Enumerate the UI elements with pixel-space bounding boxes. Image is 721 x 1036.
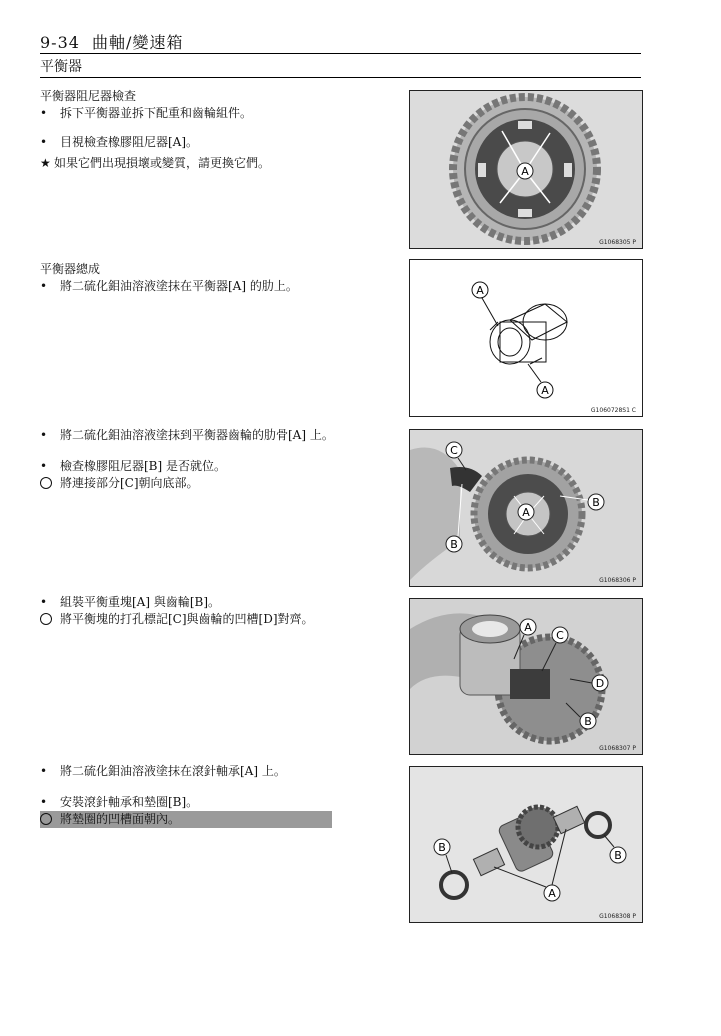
assembly-block [40,261,370,295]
fig3-label-b1: B [592,496,600,509]
figure-gear-damper-install [409,429,643,587]
fig3-label-b2: B [450,538,458,551]
fig4-label-a: A [524,621,532,634]
figure-balancer-drawing [409,259,643,417]
fig5-label-a: A [548,887,556,900]
fig4-label-d: D [595,677,605,690]
weight-note: 將平衡塊的打孔標記[C]與齒輪的凹槽[D]對齊。 [40,611,370,628]
fig4-label-b: B [584,715,592,728]
page-header [40,30,183,53]
chapter-title: 曲軸/變速箱 [92,33,184,52]
weight-block [40,594,370,628]
figure-code: G1068308 P [599,913,636,920]
bearing-block [40,763,370,828]
weight-step-1: • 組裝平衡重塊[A] 與齒輪[B]。 [40,595,221,609]
damper-heading: 平衡器阻尼器檢查 [40,89,137,103]
section-title: 平衡器 [40,59,82,75]
figure-code: G1060728S1 C [590,407,636,414]
circle-icon [40,613,52,625]
figure-code: G1068305 P [599,239,636,246]
damper-step-1: • 拆下平衡器並拆下配重和齒輪組件。 [40,106,253,120]
bearing-note: 將墊圈的凹槽面朝內。 [40,811,332,828]
fig1-label-a: A [521,165,529,178]
fig5-label-b2: B [614,849,622,862]
fig2-label-a1: A [476,284,484,297]
fig3-label-a: A [522,506,530,519]
damper-note: ★ 如果它們出現損壞或變質，請更換它們。 [40,156,271,170]
damper-block [40,88,370,172]
gear-step-1: • 將二硫化鉬油溶液塗抹到平衡器齒輪的肋骨[A] 上。 [40,428,334,442]
header-rule [40,53,641,54]
star-icon: ★ [40,156,51,170]
circle-icon [40,477,52,489]
gear-step-2: • 檢查橡膠阻尼器[B] 是否就位。 [40,459,226,473]
page-number: 9-34 [40,33,80,52]
fig4-label-c: C [556,629,564,642]
bearing-step-1: • 將二硫化鉬油溶液塗抹在滾針軸承[A] 上。 [40,764,286,778]
section-rule [40,77,641,78]
gear-note: 將連接部分[C]朝向底部。 [40,475,370,492]
figure-code: G1068306 P [599,577,636,584]
assembly-step-1: • 將二硫化鉬油溶液塗抹在平衡器[A] 的肋上。 [40,279,298,293]
figure-bearings-washers [409,766,643,923]
figure-code: G1068307 P [599,745,636,752]
assembly-heading: 平衡器總成 [40,262,101,276]
figure-damper-gear [409,90,643,249]
fig5-label-b1: B [438,841,446,854]
fig3-label-c: C [450,444,458,457]
damper-step-2: • 目視檢查橡膠阻尼器[A]。 [40,135,199,149]
gear-damper-block [40,427,370,492]
bearing-step-2: • 安裝滾針軸承和墊圈[B]。 [40,795,199,809]
fig2-label-a2: A [541,384,549,397]
figure-weight-gear [409,598,643,755]
circle-icon [40,813,52,825]
